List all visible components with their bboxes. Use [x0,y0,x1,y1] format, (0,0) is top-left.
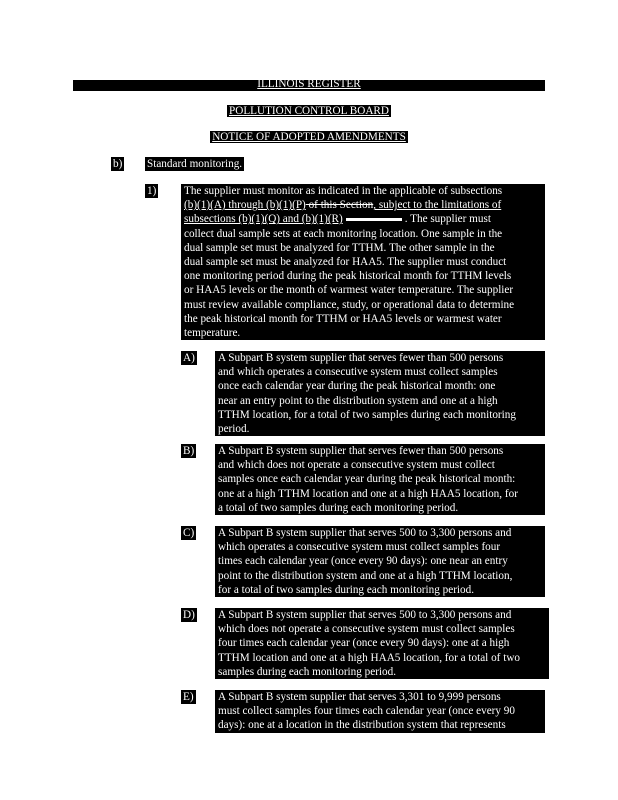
item-d-line: A Subpart B system supplier that serves 500 to 3,300 persons and [218,609,512,621]
item-e-paragraph [215,690,545,733]
item-1-text: . The supplier must [404,213,491,226]
item-1-line [184,212,542,226]
item-c-line: for a total of two samples during each monitoring period. [218,583,475,596]
item-b-line: and which does not operate a consecutive system must collect [218,459,495,472]
item-c-line: A Subpart B system supplier that serves 500 to 3,300 persons and [218,527,512,539]
section-b-label: b) [113,158,123,170]
item-b-line: samples once each calendar year during the peak historical month: [218,473,516,486]
item-1-line: temperature. [184,327,241,340]
section-b-title: Standard monitoring. [147,158,243,170]
item-1-line [184,198,542,212]
notice-title: NOTICE OF ADOPTED AMENDMENTS [212,131,406,143]
limitations-text: , subject to the limitations of [373,199,502,212]
item-1-line: one monitoring period during the peak historical month for TTHM levels [184,270,512,283]
item-c-paragraph [215,526,545,597]
register-title: ILLINOIS REGISTER [257,78,361,90]
item-a-paragraph [215,351,545,436]
item-1-line: must review available compliance, study, or operational data to determine [184,298,515,311]
item-1-line: dual sample set must be analyzed for TTHM. The other sample in the [184,241,495,254]
item-b-line: A Subpart B system supplier that serves fewer than 500 persons [218,445,504,457]
item-c-line: which operates a consecutive system must collect samples four [218,541,501,554]
item-e-line: days): one at a location in the distribution system that represents [218,719,506,732]
subsection-qr-text: subsections (b)(1)(Q) and (b)(1)(R) [184,213,343,226]
item-1-paragraph [181,184,545,340]
item-e-line: A Subpart B system supplier that serves 3,301 to 9,999 persons [218,691,501,703]
item-b-label: B) [183,445,195,457]
board-title: POLLUTION CONTROL BOARD [229,105,389,117]
board-line [0,104,618,118]
item-1-line: dual sample set must be analyzed for HAA5. The supplier must conduct [184,256,507,269]
item-c-line: times each calendar year (once every 90 days): one near an entry [218,555,508,568]
item-a-line: once each calendar year during the peak historical month: one [218,380,496,393]
item-a-line: TTHM location, for a total of two samples during each monitoring [218,408,516,421]
item-d-paragraph [215,608,549,679]
item-1-line: the peak historical month for TTHM or HAA5 levels or warmest water [184,312,502,325]
item-d-line: samples during each monitoring period. [218,665,397,678]
item-1-line: collect dual sample sets at each monitoring location. One sample in the [184,227,503,240]
deleted-text-mark [346,218,402,221]
item-e-label: E) [183,691,194,703]
item-a-line: and which operates a consecutive system must collect samples [218,366,498,379]
item-a-line: near an entry point to the distribution system and one at a high [218,394,498,407]
item-b-line: one at a high TTHM location and one at a high HAA5 location, for [218,487,518,500]
item-c-line: point to the distribution system and one at a high TTHM location, [218,569,513,582]
subsection-range-text: (b)(1)(A) through (b)(1)(P) [184,199,306,212]
item-a-line: period. [218,423,250,436]
item-d-line: which does not operate a consecutive system must collect samples [218,623,515,636]
item-1-line: or HAA5 levels or the month of warmest water temperature. The supplier [184,284,514,297]
struck-text: of this Section [305,199,374,212]
item-1-line: The supplier must monitor as indicated in the applicable of subsections [184,185,503,197]
item-a-line: A Subpart B system supplier that serves fewer than 500 persons [218,352,504,364]
item-d-line: TTHM location and one at a high HAA5 location, for a total of two [218,651,520,664]
item-e-line: must collect samples four times each calendar year (once every 90 [218,705,515,718]
item-1-label: 1) [147,185,157,197]
item-b-paragraph [215,444,545,515]
item-a-label: A) [183,352,195,364]
item-d-label: D) [183,609,195,621]
notice-line [0,130,618,144]
item-d-line: four times each calendar year (once every 90 days): one at a high [218,637,510,650]
item-b-line: a total of two samples during each monitoring period. [218,501,459,514]
item-c-label: C) [183,527,195,539]
